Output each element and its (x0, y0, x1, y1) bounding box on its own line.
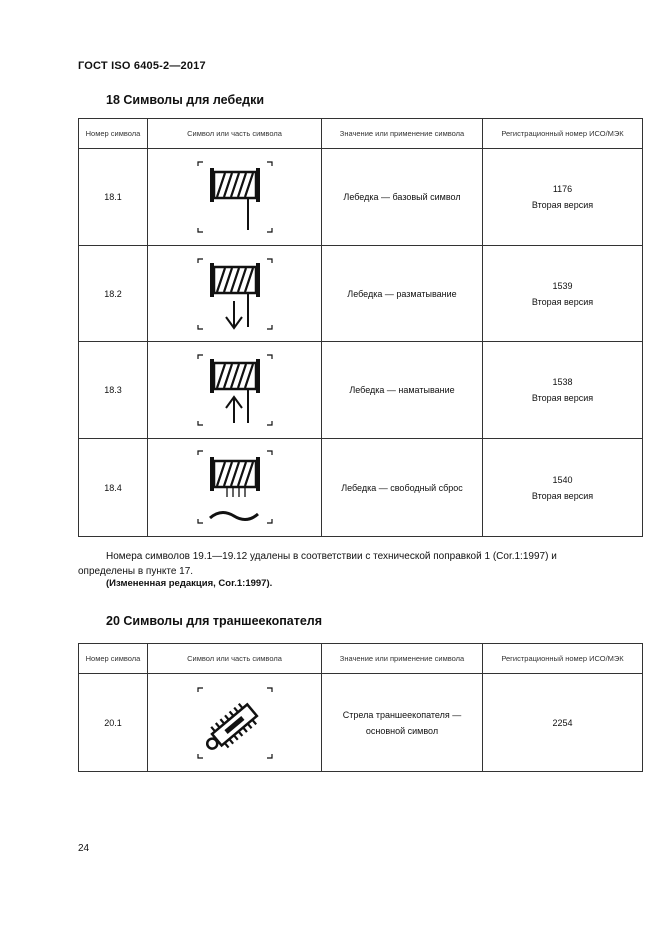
col-header-registration: Регистрационный номер ИСО/МЭК (483, 119, 643, 149)
table-row (79, 246, 643, 342)
symbol-number: 20.1 (79, 674, 148, 772)
symbol-meaning: Лебедка — свободный сброс (322, 439, 483, 537)
registration-version: Вторая версия (531, 200, 594, 210)
table-header-row (79, 119, 643, 149)
col-header-registration: Регистрационный номер ИСО/МЭК (483, 644, 643, 674)
symbol-number: 18.1 (79, 149, 148, 246)
section-18-title: 18 Символы для лебедки (106, 93, 265, 107)
winch-unwind-icon (190, 251, 280, 337)
symbol-cell (148, 246, 322, 342)
document-header: ГОСТ ISO 6405-2—2017 (78, 60, 206, 72)
section-20-title: 20 Символы для траншеекопателя (106, 614, 323, 628)
registration-cell (483, 149, 643, 246)
registration-number: 1538 (552, 377, 573, 387)
symbol-number: 18.3 (79, 342, 148, 439)
winch-basic-icon (190, 154, 280, 240)
col-header-meaning: Значение или применение символа (322, 119, 483, 149)
registration-number: 2254 (483, 674, 643, 772)
table-row (79, 149, 643, 246)
col-header-number: Номер символа (79, 644, 148, 674)
registration-version: Вторая версия (531, 490, 594, 501)
symbol-meaning: Лебедка — наматывание (322, 342, 483, 439)
symbol-cell (148, 674, 322, 772)
table-row (79, 674, 643, 772)
symbol-meaning (322, 674, 483, 772)
symbol-cell (148, 439, 322, 537)
symbol-meaning: Лебедка — базовый символ (322, 149, 483, 246)
cor-note-line-1: Номера символов 19.1—19.12 удалены в соответствии с технической поправкой 1 (Cor.1:1997) и (106, 551, 557, 562)
table-row (79, 342, 643, 439)
registration-cell (483, 342, 643, 439)
symbol-meaning-line-1: Стрела траншеекопателя — (342, 709, 462, 720)
cor-note-line-2: определены в пункте 17. (78, 566, 194, 577)
winch-wind-icon (190, 347, 280, 433)
trencher-boom-icon (190, 680, 280, 766)
registration-cell (483, 439, 643, 537)
registration-version: Вторая версия (531, 393, 594, 403)
symbol-number: 18.2 (79, 246, 148, 342)
symbol-number: 18.4 (79, 439, 148, 537)
registration-version: Вторая версия (531, 296, 594, 307)
registration-number: 1540 (552, 474, 573, 485)
col-header-symbol: Символ или часть символа (148, 644, 322, 674)
table-row (79, 439, 643, 537)
winch-free-drop-icon (190, 445, 280, 531)
cor-note-paragraph (78, 549, 642, 579)
trencher-symbols-table (78, 643, 643, 772)
amended-edition-note: (Измененная редакция, Cor.1:1997). (106, 578, 273, 589)
registration-number: 1176 (552, 184, 573, 194)
col-header-meaning: Значение или применение символа (322, 644, 483, 674)
symbol-cell (148, 149, 322, 246)
col-header-symbol: Символ или часть символа (148, 119, 322, 149)
page-number: 24 (78, 843, 90, 854)
winch-symbols-table (78, 118, 643, 537)
symbol-meaning-line-2: основной символ (365, 725, 439, 736)
symbol-meaning: Лебедка — разматывание (322, 246, 483, 342)
table-header-row (79, 644, 643, 674)
registration-number: 1539 (552, 280, 573, 291)
symbol-cell (148, 342, 322, 439)
registration-cell (483, 246, 643, 342)
col-header-number: Номер символа (79, 119, 148, 149)
